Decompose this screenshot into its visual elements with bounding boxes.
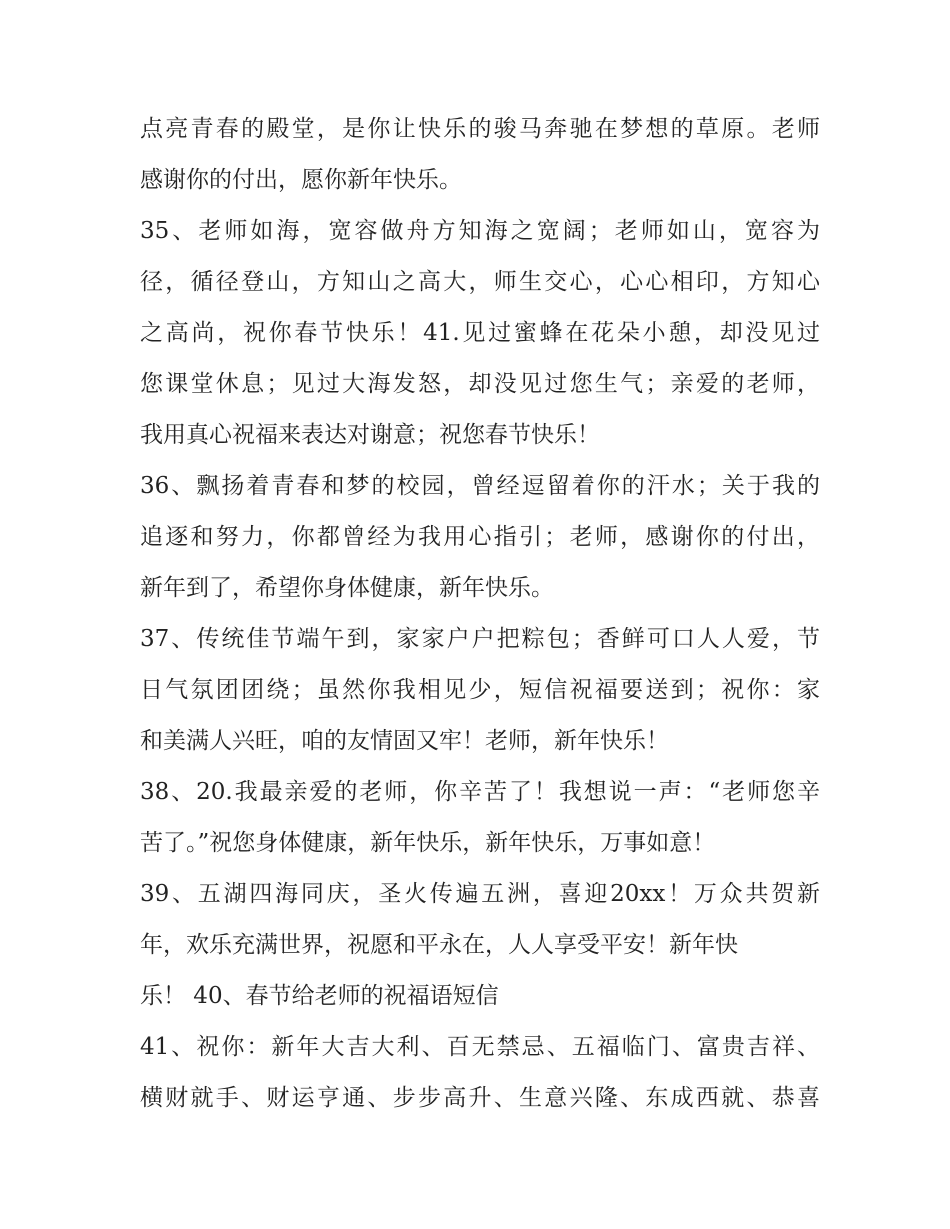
text-line-14: 38、20.我最亲爱的老师，你辛苦了！我想说一声：“老师您辛 bbox=[140, 779, 820, 805]
body-text bbox=[140, 104, 820, 1124]
text-line-19: 41、祝你：新年大吉大利、百无禁忌、五福临门、富贵吉祥、 bbox=[140, 1034, 820, 1060]
text-line-15: 苦了。”祝您身体健康，新年快乐，新年快乐，万事如意！ bbox=[140, 830, 716, 856]
text-line-1: 点亮青春的殿堂，是你让快乐的骏马奔驰在梦想的草原。老师 bbox=[140, 116, 820, 142]
text-line-16: 39、五湖四海同庆，圣火传遍五洲，喜迎20xx！万众共贺新 bbox=[140, 881, 820, 907]
text-line-6: 您课堂休息；见过大海发怒，却没见过您生气；亲爱的老师， bbox=[140, 371, 820, 397]
text-line-17: 年，欢乐充满世界，祝愿和平永在，人人享受平安！新年快 bbox=[140, 932, 738, 958]
text-line-10: 新年到了，希望你身体健康，新年快乐。 bbox=[140, 575, 554, 601]
text-line-11: 37、传统佳节端午到，家家户户把粽包；香鲜可口人人爱，节 bbox=[140, 626, 820, 652]
text-line-8: 36、飘扬着青春和梦的校园，曾经逗留着你的汗水；关于我的 bbox=[140, 473, 820, 499]
text-line-18: 乐！ 40、春节给老师的祝福语短信 bbox=[140, 983, 499, 1009]
text-line-9: 追逐和努力，你都曾经为我用心指引；老师，感谢你的付出， bbox=[140, 524, 820, 550]
text-line-4: 径，循径登山，方知山之高大，师生交心，心心相印，方知心 bbox=[140, 269, 820, 295]
text-line-7: 我用真心祝福来表达对谢意；祝您春节快乐！ bbox=[140, 422, 600, 448]
text-line-2: 感谢你的付出，愿你新年快乐。 bbox=[140, 167, 462, 193]
text-line-3: 35、老师如海，宽容做舟方知海之宽阔；老师如山，宽容为 bbox=[140, 218, 820, 244]
text-line-20: 横财就手、财运亨通、步步高升、生意兴隆、东成西就、恭喜 bbox=[140, 1085, 820, 1111]
text-line-13: 和美满人兴旺，咱的友情固又牢！老师，新年快乐！ bbox=[140, 728, 669, 754]
text-line-5: 之高尚，祝你春节快乐！41.见过蜜蜂在花朵小憩，却没见过 bbox=[140, 320, 820, 346]
text-line-12: 日气氛团团绕；虽然你我相见少，短信祝福要送到；祝你：家 bbox=[140, 677, 820, 703]
